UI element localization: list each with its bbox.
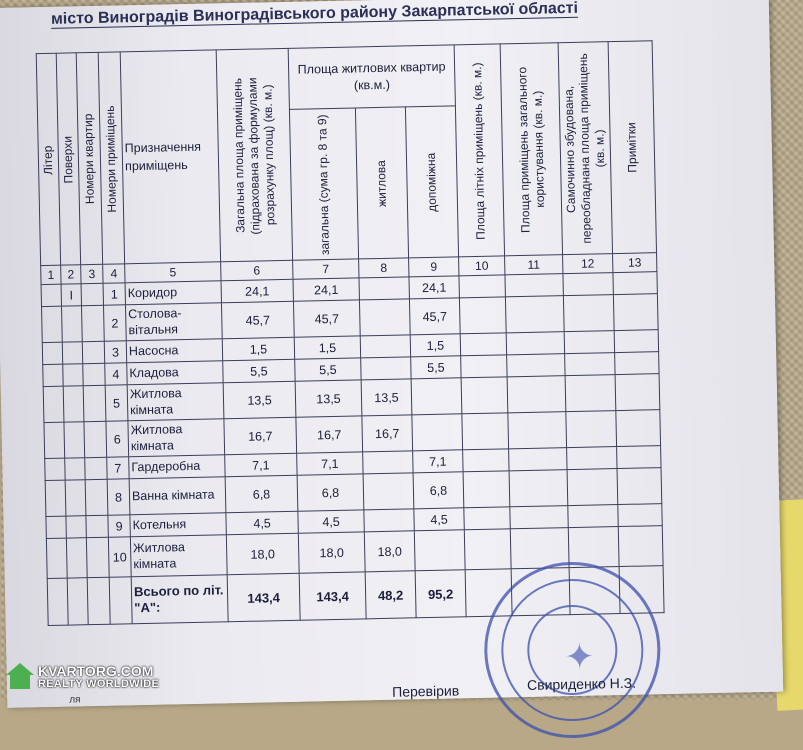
cell-floor bbox=[65, 458, 85, 480]
cell-notes bbox=[614, 330, 658, 353]
cell-unauthorized bbox=[565, 375, 616, 412]
totals-aux: 95,2 bbox=[415, 570, 466, 618]
cell-notes bbox=[618, 526, 663, 567]
cell-apt-total: 6,8 bbox=[297, 474, 364, 511]
header-col2: Поверхи bbox=[56, 53, 80, 265]
cell-living bbox=[364, 509, 414, 532]
cell-common bbox=[509, 470, 568, 507]
cell-common bbox=[508, 412, 567, 449]
cell-apt-total: 1,5 bbox=[294, 336, 360, 359]
header-col13: Примітки bbox=[608, 41, 656, 254]
cell-room-no: 10 bbox=[108, 537, 131, 577]
cell-total-area: 1,5 bbox=[222, 337, 294, 361]
cell-unauthorized bbox=[568, 505, 618, 528]
cell-liter bbox=[43, 386, 64, 422]
cell-notes bbox=[615, 352, 659, 375]
cell-aux: 5,5 bbox=[411, 356, 461, 379]
cell-total-area: 7,1 bbox=[225, 453, 297, 477]
cell-liter bbox=[42, 342, 62, 364]
cell-notes bbox=[613, 294, 658, 331]
header-col1: Літер bbox=[36, 53, 60, 265]
cell-living: 18,0 bbox=[364, 531, 415, 572]
cell-unauthorized bbox=[567, 469, 618, 506]
cell-total-area: 6,8 bbox=[225, 475, 298, 512]
cell-aux bbox=[412, 414, 463, 451]
cell-notes bbox=[617, 446, 661, 469]
cell-liter bbox=[46, 516, 66, 538]
cell-liter bbox=[41, 284, 61, 306]
cell-common bbox=[505, 274, 563, 297]
cell-notes bbox=[617, 468, 662, 505]
cell-common bbox=[507, 354, 565, 377]
header-col9: допоміжна bbox=[405, 106, 458, 258]
cell-aux: 7,1 bbox=[413, 450, 463, 473]
cell-floor bbox=[62, 342, 82, 364]
header-col7: загальна (сума гр. 8 та 9) bbox=[289, 108, 358, 260]
cell-room-name: Житлова кімната bbox=[130, 535, 227, 577]
header-col4: Номери приміщень bbox=[98, 52, 124, 264]
col-number: 10 bbox=[459, 256, 505, 276]
cell-room-no: 9 bbox=[108, 515, 130, 537]
cell-apartment bbox=[83, 363, 105, 385]
cell-room-name: Столова-вітальня bbox=[125, 303, 222, 341]
cell-total-area: 13,5 bbox=[223, 381, 296, 418]
col-number: 1 bbox=[41, 265, 61, 284]
cell-liter bbox=[45, 480, 66, 516]
cell-liter bbox=[44, 422, 65, 458]
cell-total-area: 18,0 bbox=[226, 533, 299, 574]
cell-aux: 6,8 bbox=[413, 472, 464, 509]
cell-aux: 4,5 bbox=[414, 508, 464, 531]
col-number: 5 bbox=[125, 262, 221, 283]
room-area-table bbox=[36, 40, 665, 626]
cell-floor bbox=[63, 364, 83, 386]
cell-unauthorized bbox=[563, 273, 613, 296]
cell-aux: 1,5 bbox=[410, 334, 460, 357]
totals-living: 48,2 bbox=[365, 571, 416, 619]
cell-unauthorized bbox=[564, 331, 614, 354]
cell-apartment bbox=[86, 537, 109, 577]
cell-common bbox=[505, 296, 564, 333]
col-number: 2 bbox=[61, 265, 81, 284]
cell-summer bbox=[462, 413, 509, 450]
cell-apartment bbox=[85, 479, 108, 515]
cell-summer bbox=[463, 471, 510, 508]
cell-apartment bbox=[82, 341, 104, 363]
cell-common bbox=[510, 506, 568, 529]
watermark-main: KVARTORG.COM bbox=[38, 662, 154, 679]
cell-room-name: Житлова кімната bbox=[128, 419, 225, 457]
cell-summer bbox=[463, 449, 509, 472]
cell-liter bbox=[42, 306, 63, 342]
cell-unauthorized bbox=[565, 353, 615, 376]
cell-total-area: 16,7 bbox=[224, 417, 297, 454]
cell-floor bbox=[66, 538, 87, 578]
cell-room-name: Коридор bbox=[125, 281, 221, 305]
cell-apt-total: 24,1 bbox=[293, 278, 359, 301]
watermark-sub: REALTY WORLDWIDE bbox=[38, 677, 160, 690]
cell-living bbox=[360, 335, 410, 358]
house-logo-icon bbox=[6, 663, 34, 691]
cell-room-name: Насосна bbox=[126, 339, 222, 363]
cell-apartment bbox=[85, 457, 107, 479]
totals-apt-total: 143,4 bbox=[299, 572, 366, 620]
cell-room-name: Гардеробна bbox=[129, 455, 225, 479]
cell-living bbox=[363, 473, 414, 510]
cell-apartment bbox=[83, 385, 106, 421]
cell-living bbox=[363, 451, 413, 474]
cell-living bbox=[359, 299, 410, 336]
cell-living: 16,7 bbox=[362, 415, 413, 452]
cell-apartment bbox=[86, 515, 108, 537]
cell-room-no: 8 bbox=[107, 479, 130, 515]
header-col8: житлова bbox=[355, 107, 408, 259]
cell-summer bbox=[459, 297, 506, 334]
cell-apt-total: 7,1 bbox=[297, 452, 363, 475]
stamp-trident-icon: ✦ bbox=[564, 635, 596, 678]
cell-floor bbox=[62, 306, 83, 342]
checked-by-name: Свириденко Н.З. bbox=[526, 674, 637, 693]
cell-room-name: Ванна кімната bbox=[129, 477, 226, 515]
cell-room-no: 7 bbox=[107, 457, 129, 479]
col-number: 11 bbox=[505, 255, 563, 275]
cell-room-name: Житлова кімната bbox=[127, 383, 224, 421]
cell-notes bbox=[613, 272, 657, 295]
cell-summer bbox=[459, 275, 505, 298]
col-number: 13 bbox=[613, 253, 657, 273]
col-number: 7 bbox=[293, 259, 359, 279]
cell-floor bbox=[63, 386, 84, 422]
cell-living bbox=[359, 277, 409, 300]
cell-liter bbox=[46, 538, 67, 578]
cell-summer bbox=[461, 355, 507, 378]
cell-unauthorized bbox=[566, 411, 617, 448]
cell-room-no: 5 bbox=[105, 385, 128, 421]
col-number: 12 bbox=[563, 254, 613, 274]
footer-left-fragment: ля bbox=[69, 694, 81, 706]
cell-apartment bbox=[81, 283, 103, 305]
cell-total-area: 24,1 bbox=[221, 279, 293, 303]
cell-room-no: 3 bbox=[104, 341, 126, 363]
header-col12: Самочинно збудована, переобладнана площа приміщень (кв. м.) bbox=[558, 42, 612, 255]
cell-apt-total: 45,7 bbox=[293, 300, 360, 337]
cell-aux: 45,7 bbox=[409, 298, 460, 335]
cell-notes bbox=[618, 504, 662, 527]
checked-by-label: Перевірив bbox=[391, 682, 460, 700]
cell-unauthorized bbox=[567, 447, 617, 470]
totals-total: 143,4 bbox=[227, 573, 300, 621]
cell-notes bbox=[616, 410, 661, 447]
header-col11: Площа приміщень загального користування (кв. м.) bbox=[500, 43, 562, 256]
cell-room-name: Кладова bbox=[127, 361, 223, 385]
cell-aux bbox=[414, 530, 465, 571]
cell-notes bbox=[615, 374, 660, 411]
col-number: 8 bbox=[359, 258, 409, 278]
header-living-group: Площа житлових квартир (кв.м.) bbox=[288, 45, 455, 109]
cell-floor: I bbox=[61, 284, 81, 306]
cell-floor bbox=[65, 480, 86, 516]
cell-liter bbox=[43, 364, 63, 386]
col-number: 9 bbox=[409, 257, 459, 277]
cell-room-no: 4 bbox=[105, 363, 127, 385]
col-number: 6 bbox=[221, 260, 293, 281]
cell-room-no: 6 bbox=[106, 421, 129, 457]
cell-room-name: Котельня bbox=[130, 513, 226, 537]
cell-apt-total: 13,5 bbox=[295, 380, 362, 417]
cell-apt-total: 18,0 bbox=[298, 532, 365, 573]
cell-common bbox=[507, 376, 566, 413]
document-title: місто Виноградів Виноградівського району Закарпатської області bbox=[50, 0, 579, 28]
cell-total-area: 4,5 bbox=[226, 511, 298, 535]
cell-common bbox=[506, 332, 564, 355]
cell-summer bbox=[460, 333, 506, 356]
cell-floor bbox=[64, 422, 85, 458]
cell-apartment bbox=[84, 421, 107, 457]
totals-label: Всього по літ. "А": bbox=[131, 575, 228, 624]
kvartorg-watermark bbox=[6, 657, 159, 697]
header-col5: Призначення приміщень bbox=[120, 50, 220, 264]
cell-total-area: 5,5 bbox=[223, 359, 295, 383]
cell-room-no: 1 bbox=[103, 283, 125, 305]
cell-total-area: 45,7 bbox=[221, 301, 294, 338]
cell-apt-total: 4,5 bbox=[298, 510, 364, 533]
header-row bbox=[36, 41, 653, 115]
cell-apt-total: 5,5 bbox=[295, 358, 361, 381]
cell-aux bbox=[411, 378, 462, 415]
cell-apartment bbox=[82, 305, 105, 341]
cell-living: 13,5 bbox=[361, 379, 412, 416]
cell-room-no: 2 bbox=[104, 305, 127, 341]
cell-aux: 24,1 bbox=[409, 276, 459, 299]
cell-summer bbox=[464, 507, 510, 530]
header-col3: Номери квартир bbox=[76, 52, 102, 264]
cell-common bbox=[509, 448, 567, 471]
cell-unauthorized bbox=[563, 295, 614, 332]
cell-summer bbox=[461, 377, 508, 414]
col-number: 3 bbox=[81, 264, 103, 283]
col-number: 4 bbox=[103, 264, 125, 283]
cell-floor bbox=[66, 516, 86, 538]
cell-summer bbox=[464, 529, 511, 570]
header-col6: Загальна площа приміщень (підрахована за формулами розрахунку площ) (кв. м.) bbox=[216, 48, 292, 261]
cell-apt-total: 16,7 bbox=[296, 416, 363, 453]
header-col10: Площа літніх приміщень (кв. м.) bbox=[454, 44, 504, 257]
cell-living bbox=[361, 357, 411, 380]
cell-liter bbox=[45, 458, 65, 480]
